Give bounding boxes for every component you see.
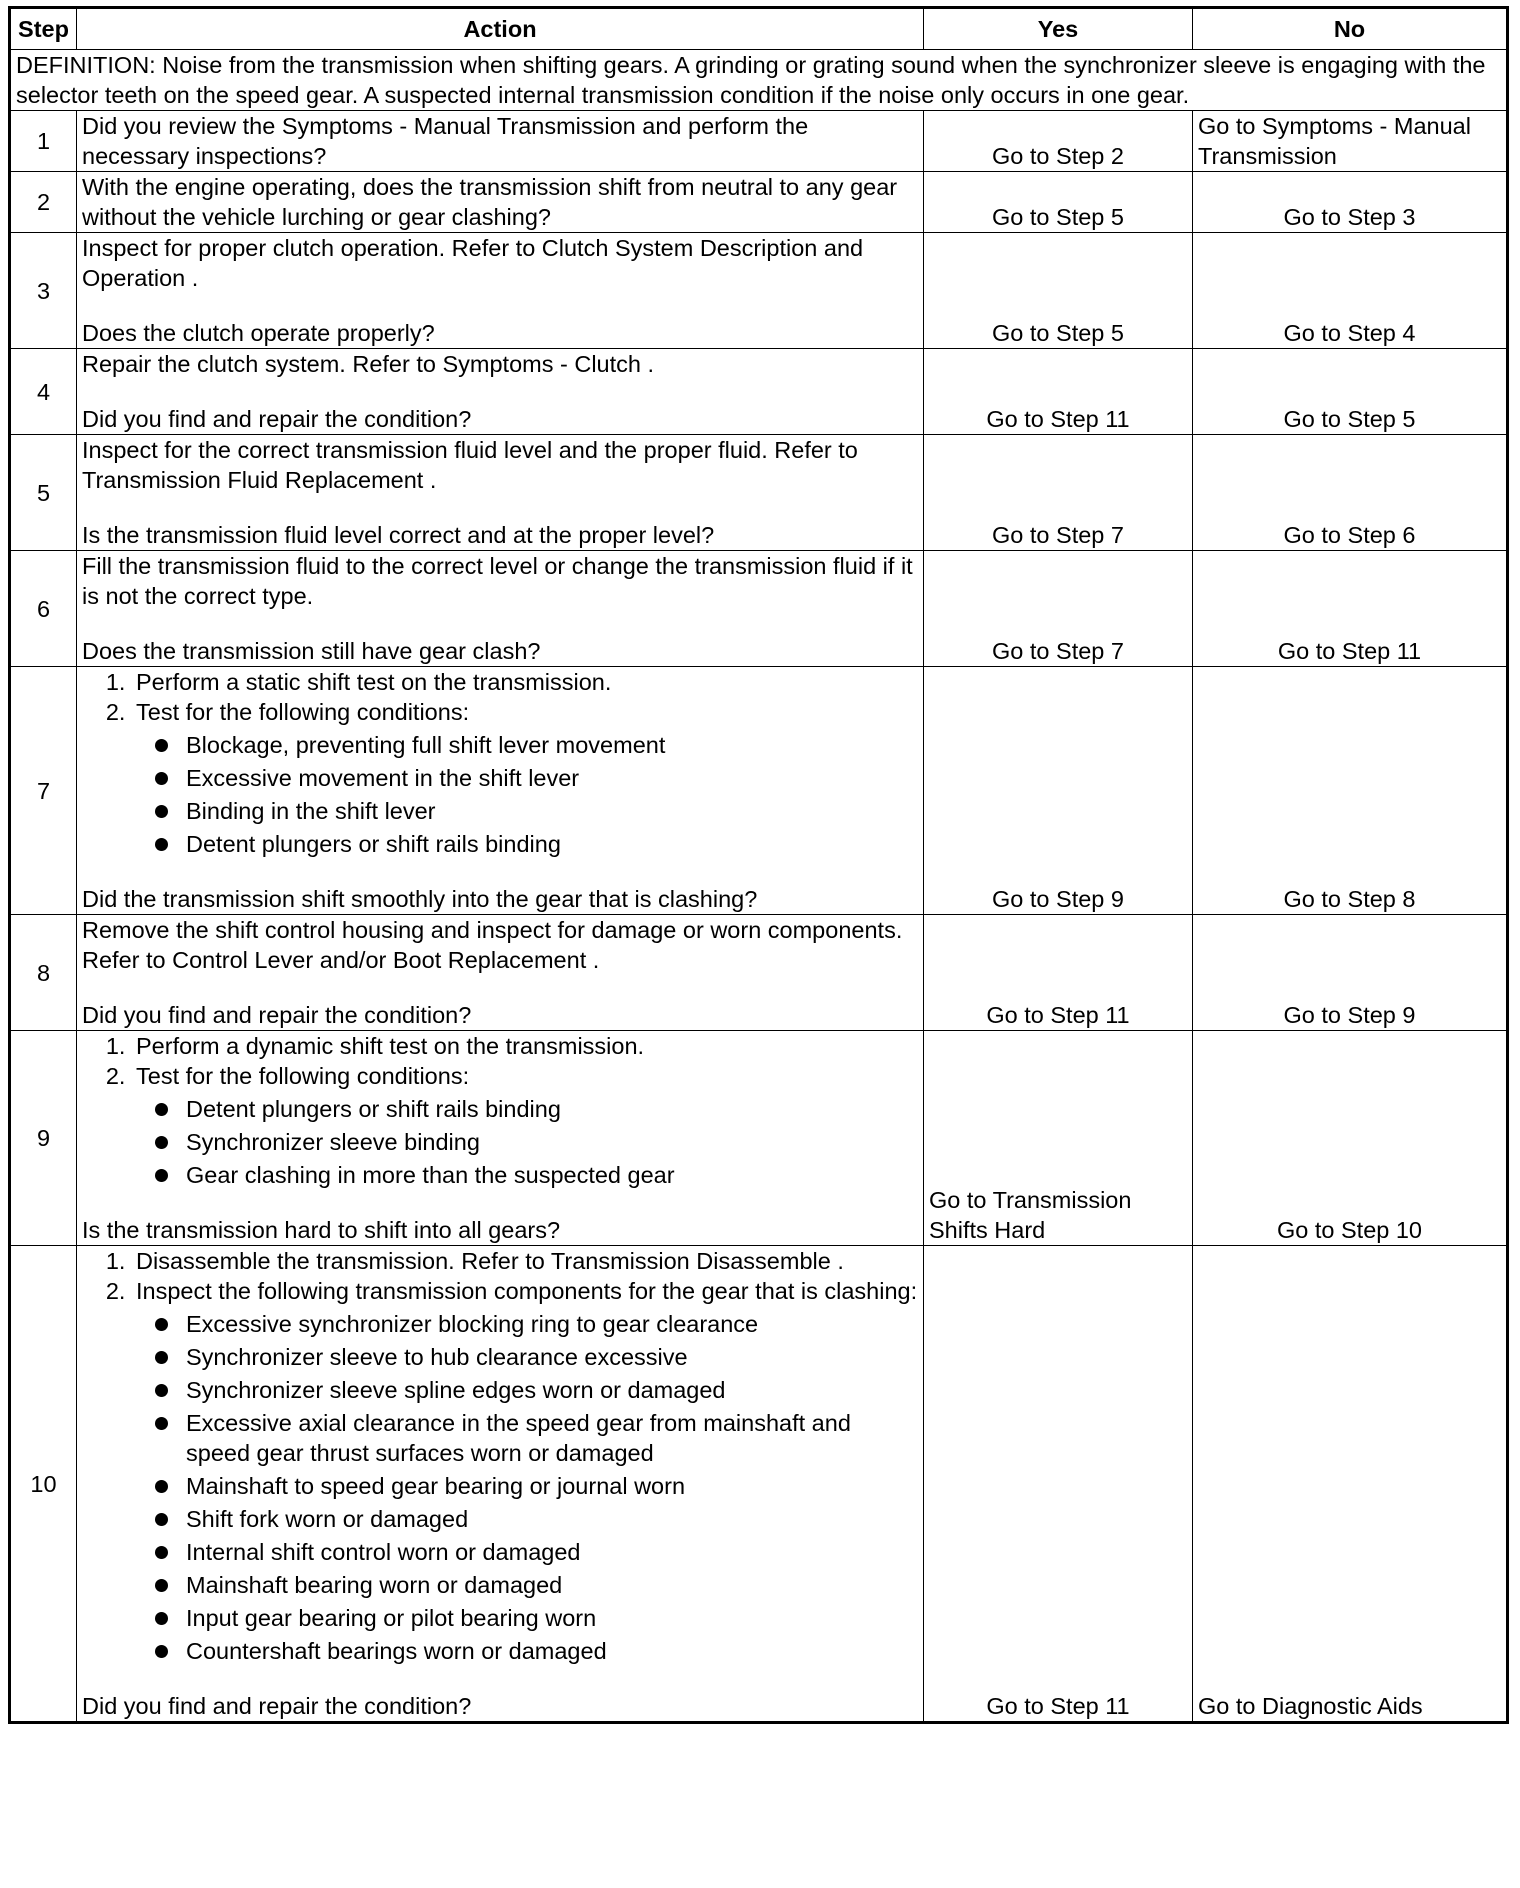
- bullet-item: Detent plungers or shift rails binding: [186, 829, 918, 859]
- yes-cell: Go to Step 7: [924, 435, 1193, 551]
- action-instruction: Remove the shift control housing and inspect for damage or worn components. Refer to Control Lever and/or Boot Replacement .: [82, 917, 903, 973]
- bullet-item: Internal shift control worn or damaged: [186, 1537, 918, 1567]
- yes-cell: Go to Step 5: [924, 233, 1193, 349]
- action-question: Does the clutch operate properly?: [82, 320, 435, 346]
- bullet-item: Blockage, preventing full shift lever movement: [186, 730, 918, 760]
- no-cell: Go to Step 8: [1193, 667, 1508, 915]
- yes-cell: Go to Step 7: [924, 551, 1193, 667]
- step-number: 6: [10, 551, 77, 667]
- yes-cell: Go to Step 11: [924, 349, 1193, 435]
- list-item: 1. Perform a dynamic shift test on the transmission.: [132, 1031, 918, 1061]
- list-item-text: Test for the following conditions:: [136, 1063, 470, 1089]
- bullet-item: Excessive synchronizer blocking ring to gear clearance: [186, 1309, 918, 1339]
- no-cell: Go to Symptoms - Manual Transmission: [1193, 111, 1508, 172]
- bullet-list: [136, 730, 918, 859]
- yes-cell: Go to Step 11: [924, 1246, 1193, 1723]
- bullet-item: Binding in the shift lever: [186, 796, 918, 826]
- bullet-item: Synchronizer sleeve to hub clearance excessive: [186, 1342, 918, 1372]
- list-item: 1. Perform a static shift test on the transmission.: [132, 667, 918, 697]
- step-number: 8: [10, 915, 77, 1031]
- bullet-item: Synchronizer sleeve binding: [186, 1127, 918, 1157]
- step-number: 10: [10, 1246, 77, 1723]
- bullet-item: Mainshaft bearing worn or damaged: [186, 1570, 918, 1600]
- bullet-item: Detent plungers or shift rails binding: [186, 1094, 918, 1124]
- list-item-text: Test for the following conditions:: [136, 699, 470, 725]
- header-yes: Yes: [924, 8, 1193, 50]
- bullet-item: Excessive movement in the shift lever: [186, 763, 918, 793]
- action-cell: [77, 111, 924, 172]
- bullet-list: [136, 1094, 918, 1190]
- action-instruction: Inspect for the correct transmission fluid level and the proper fluid. Refer to Transmission Fluid Replacement .: [82, 437, 858, 493]
- yes-cell: Go to Step 11: [924, 915, 1193, 1031]
- action-instruction: Fill the transmission fluid to the correct level or change the transmission fluid if it is not the correct type.: [82, 553, 913, 609]
- no-cell: Go to Diagnostic Aids: [1193, 1246, 1508, 1723]
- list-item: [132, 1061, 918, 1190]
- list-item: 1. Disassemble the transmission. Refer to Transmission Disassemble .: [132, 1246, 918, 1276]
- action-question: Does the transmission still have gear clash?: [82, 638, 541, 664]
- action-instruction: Repair the clutch system. Refer to Symptoms - Clutch .: [82, 351, 655, 377]
- bullet-item: Shift fork worn or damaged: [186, 1504, 918, 1534]
- table-row: [10, 172, 1508, 233]
- table-row: [10, 111, 1508, 172]
- action-question: Did you find and repair the condition?: [82, 1002, 472, 1028]
- action-cell: [77, 1246, 924, 1723]
- bullet-item: Excessive axial clearance in the speed gear from mainshaft and speed gear thrust surfaces worn or damaged: [186, 1408, 918, 1468]
- action-cell: [77, 233, 924, 349]
- action-instruction: Inspect for proper clutch operation. Refer to Clutch System Description and Operation .: [82, 235, 864, 291]
- step-number: 5: [10, 435, 77, 551]
- table-row: [10, 1031, 1508, 1246]
- table-row: [10, 551, 1508, 667]
- action-cell: [77, 551, 924, 667]
- table-row: [10, 233, 1508, 349]
- diagnostic-table: [8, 6, 1509, 1724]
- list-item: [132, 1276, 918, 1666]
- step-number: 9: [10, 1031, 77, 1246]
- step-number: 4: [10, 349, 77, 435]
- numbered-list: [82, 1246, 918, 1666]
- action-cell: [77, 172, 924, 233]
- definition-text: DEFINITION: Noise from the transmission when shifting gears. A grinding or grating sound when the synchronizer sleeve is engaging with the selector teeth on the speed gear. A suspected internal transmission condition if the noise only occurs in one gear.: [10, 50, 1508, 111]
- header-action: Action: [77, 8, 924, 50]
- table-row: [10, 915, 1508, 1031]
- action-question: Did you review the Symptoms - Manual Transmission and perform the necessary inspections?: [82, 113, 809, 169]
- yes-cell: Go to Step 9: [924, 667, 1193, 915]
- action-cell: [77, 349, 924, 435]
- action-cell: [77, 667, 924, 915]
- table-row: [10, 435, 1508, 551]
- table-row: [10, 667, 1508, 915]
- step-number: 3: [10, 233, 77, 349]
- yes-cell: Go to Step 5: [924, 172, 1193, 233]
- bullet-item: Mainshaft to speed gear bearing or journal worn: [186, 1471, 918, 1501]
- header-no: No: [1193, 8, 1508, 50]
- list-item: [132, 697, 918, 859]
- no-cell: Go to Step 4: [1193, 233, 1508, 349]
- numbered-list: [82, 1031, 918, 1190]
- action-cell: [77, 915, 924, 1031]
- no-cell: Go to Step 3: [1193, 172, 1508, 233]
- bullet-item: Gear clashing in more than the suspected gear: [186, 1160, 918, 1190]
- numbered-list: [82, 667, 918, 859]
- table-row: [10, 1246, 1508, 1723]
- action-question: With the engine operating, does the transmission shift from neutral to any gear without the vehicle lurching or gear clashing?: [82, 174, 898, 230]
- action-question: Is the transmission hard to shift into all gears?: [82, 1217, 561, 1243]
- bullet-item: Input gear bearing or pilot bearing worn: [186, 1603, 918, 1633]
- action-question: Did you find and repair the condition?: [82, 1693, 472, 1719]
- bullet-list: [136, 1309, 918, 1666]
- bullet-item: Synchronizer sleeve spline edges worn or damaged: [186, 1375, 918, 1405]
- no-cell: Go to Step 10: [1193, 1031, 1508, 1246]
- header-step: Step: [10, 8, 77, 50]
- step-number: 7: [10, 667, 77, 915]
- yes-cell: Go to Transmission Shifts Hard: [924, 1031, 1193, 1246]
- step-number: 1: [10, 111, 77, 172]
- action-question: Is the transmission fluid level correct and at the proper level?: [82, 522, 715, 548]
- no-cell: Go to Step 6: [1193, 435, 1508, 551]
- header-row: [10, 8, 1508, 50]
- bullet-item: Countershaft bearings worn or damaged: [186, 1636, 918, 1666]
- list-item-text: Inspect the following transmission components for the gear that is clashing:: [136, 1278, 918, 1304]
- action-cell: [77, 1031, 924, 1246]
- table-row: [10, 349, 1508, 435]
- action-cell: [77, 435, 924, 551]
- step-number: 2: [10, 172, 77, 233]
- action-question: Did you find and repair the condition?: [82, 406, 472, 432]
- action-question: Did the transmission shift smoothly into the gear that is clashing?: [82, 886, 758, 912]
- no-cell: Go to Step 11: [1193, 551, 1508, 667]
- definition-row: [10, 50, 1508, 111]
- yes-cell: Go to Step 2: [924, 111, 1193, 172]
- no-cell: Go to Step 5: [1193, 349, 1508, 435]
- no-cell: Go to Step 9: [1193, 915, 1508, 1031]
